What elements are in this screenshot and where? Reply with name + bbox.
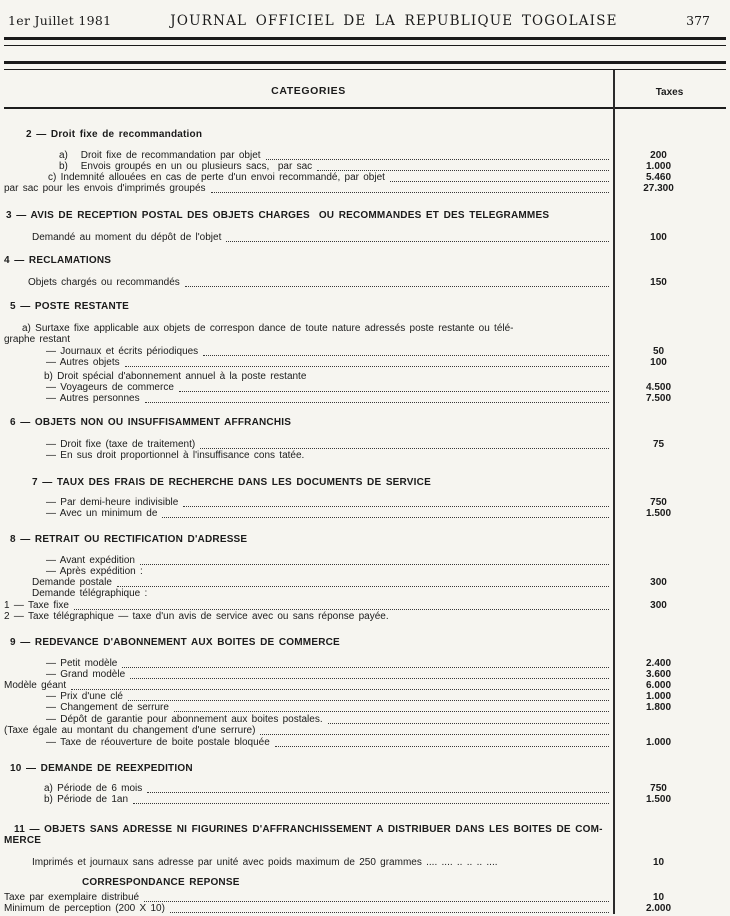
row-label: — Changement de serrure: [46, 702, 169, 713]
dotted-leader: [122, 667, 609, 668]
dotted-leader: [144, 901, 609, 902]
table-row: [4, 835, 726, 846]
row-label: — Par demi-heure indivisible: [46, 497, 179, 508]
table-top-rule: [4, 61, 726, 70]
tax-value: 1.000: [645, 691, 672, 702]
dotted-leader: [200, 448, 609, 449]
tax-value: 10: [652, 857, 665, 868]
dotted-leader: [260, 734, 609, 735]
row-label: a) Période de 6 mois: [44, 783, 143, 794]
row-label: graphe restant: [4, 334, 70, 345]
table-row: [4, 323, 726, 334]
row-label: 3 — AVIS DE RECEPTION POSTAL DES OBJETS CHARGES OU RECOMMANDES ET DES TELEGRAMMES: [6, 210, 550, 221]
dotted-leader: [71, 689, 609, 690]
tax-value: 1.000: [645, 737, 672, 748]
table-row: [4, 600, 726, 611]
row-label: — Petit modèle: [46, 658, 118, 669]
dotted-leader: [125, 366, 609, 367]
row-label: b) Période de 1an: [44, 794, 129, 805]
table-row: [4, 737, 726, 748]
row-label: — Avec un minimum de: [46, 508, 158, 519]
dotted-leader: [275, 746, 609, 747]
dotted-leader: [162, 517, 609, 518]
table-row: [4, 534, 726, 545]
row-label: b) Droit spécial d'abonnement annuel à la poste restante: [44, 371, 307, 382]
row-label: — Droit fixe (taxe de traitement): [46, 439, 196, 450]
dotted-leader: [226, 241, 609, 242]
table-row: [4, 346, 726, 357]
page-number: 377: [686, 13, 710, 28]
dotted-leader: [174, 711, 609, 712]
dotted-leader: [128, 700, 609, 701]
table-row: [4, 393, 726, 404]
row-label: 1 — Taxe fixe: [4, 600, 69, 611]
row-label: (Taxe égale au montant du changement d'une serrure): [4, 725, 256, 736]
row-label: 5 — POSTE RESTANTE: [10, 301, 130, 312]
table-row: [4, 637, 726, 648]
table-body: [4, 129, 726, 914]
row-label: — Grand modèle: [46, 669, 126, 680]
tax-value: 1.000: [645, 161, 672, 172]
journal-title: JOURNAL OFFICIEL DE LA REPUBLIQUE TOGOLAISE: [170, 13, 618, 29]
row-label: 8 — RETRAIT OU RECTIFICATION D'ADRESSE: [10, 534, 248, 545]
table-row: [4, 658, 726, 669]
tax-value: 1.500: [645, 508, 672, 519]
table-row: [4, 508, 726, 519]
row-label: Demandé au moment du dépôt de l'objet: [32, 232, 222, 243]
tax-value: 750: [650, 783, 667, 794]
table-row: [4, 877, 726, 888]
row-label: Taxe par exemplaire distribué: [4, 892, 140, 903]
row-label: — Taxe de réouverture de boite postale bloquée: [46, 737, 270, 748]
table-row: [4, 892, 726, 903]
dotted-leader: [185, 286, 609, 287]
tax-value: 75: [652, 439, 665, 450]
dotted-leader: [203, 355, 609, 356]
table-row: [4, 417, 726, 428]
table-row: [4, 857, 726, 868]
row-label: par sac pour les envois d'imprimés groupés: [4, 183, 206, 194]
dotted-leader: [211, 192, 609, 193]
row-label: 10 — DEMANDE DE REEXPEDITION: [10, 763, 193, 774]
table-row: [4, 183, 726, 194]
dotted-leader: [317, 170, 609, 171]
row-label: MERCE: [4, 835, 42, 846]
table-row: [4, 439, 726, 450]
row-label: a) Surtaxe fixe applicable aux objets de correspon dance de toute nature adressés poste restante ou télé-: [22, 323, 514, 334]
row-label: 11 — OBJETS SANS ADRESSE NI FIGURINES D'AFFRANCHISSEMENT A DISTRIBUER DANS LES BOITES DE COM-: [14, 824, 603, 835]
table-row: [4, 172, 726, 183]
table-row: [4, 277, 726, 288]
column-divider: [613, 70, 615, 914]
dotted-leader: [147, 792, 609, 793]
row-label: — Prix d'une clé: [46, 691, 123, 702]
row-label: 9 — REDEVANCE D'ABONNEMENT AUX BOITES DE COMMERCE: [10, 637, 340, 648]
dotted-leader: [266, 159, 609, 160]
dotted-leader: [170, 912, 609, 913]
table-row: [4, 477, 726, 488]
row-label: — Voyageurs de commerce: [46, 382, 174, 393]
row-label: — Autres personnes: [46, 393, 140, 404]
table-row: [4, 577, 726, 588]
tax-value: 3.600: [645, 669, 672, 680]
table-row: [4, 150, 726, 161]
dotted-leader: [390, 181, 609, 182]
table-row: [4, 824, 726, 835]
dotted-leader: [133, 803, 609, 804]
tax-value: 300: [650, 600, 667, 611]
tax-value: 2.400: [645, 658, 672, 669]
table-row: [4, 783, 726, 794]
row-label: CORRESPONDANCE REPONSE: [82, 877, 240, 888]
tax-value: 7.500: [645, 393, 672, 404]
tax-value: 27.300: [643, 183, 674, 194]
table-row: [4, 702, 726, 713]
table-row: [4, 161, 726, 172]
table-row: [4, 611, 726, 622]
table-row: [4, 903, 726, 914]
table-row: [4, 794, 726, 805]
tax-value: 300: [650, 577, 667, 588]
dotted-leader: [183, 506, 609, 507]
row-label: Demande télégraphique :: [32, 588, 148, 599]
table-header: [4, 70, 726, 109]
page-header: [0, 0, 730, 29]
row-label: 2 — Droit fixe de recommandation: [26, 129, 203, 140]
tax-value: 1.800: [645, 702, 672, 713]
row-label: c) Indemnité allouées en cas de perte d'un envoi recommandé, par objet: [48, 172, 385, 183]
dotted-leader: [74, 609, 609, 610]
table-row: [4, 371, 726, 382]
tax-value: 750: [650, 497, 667, 508]
table-row: [4, 497, 726, 508]
taxes-column-header: Taxes: [655, 87, 684, 98]
dotted-leader: [117, 586, 609, 587]
table-row: [4, 691, 726, 702]
row-label: Modèle géant: [4, 680, 67, 691]
table-row: [4, 725, 726, 736]
table-row: [4, 588, 726, 599]
table-row: [4, 450, 726, 461]
table-row: [4, 129, 726, 140]
tax-value: 50: [652, 346, 665, 357]
table-row: [4, 714, 726, 725]
tax-value: 4.500: [645, 382, 672, 393]
tax-value: 200: [650, 150, 667, 161]
row-label: 4 — RECLAMATIONS: [4, 255, 112, 266]
row-label: a) Droit fixe de recommandation par objet: [59, 150, 261, 161]
dotted-leader: [179, 391, 609, 392]
row-label: — En sus droit proportionnel à l'insuffisance cons tatée.: [46, 450, 305, 461]
categories-column-header: CATEGORIES: [271, 85, 346, 97]
tax-value: 150: [650, 277, 667, 288]
table-row: [4, 763, 726, 774]
dotted-leader: [328, 723, 609, 724]
header-rule: [4, 37, 726, 46]
row-label: Objets chargés ou recommandés: [28, 277, 180, 288]
table-row: [4, 669, 726, 680]
dotted-leader: [145, 402, 609, 403]
table-row: [4, 334, 726, 345]
dotted-leader: [130, 678, 609, 679]
row-label: Demande postale: [32, 577, 112, 588]
tax-value: 100: [650, 232, 667, 243]
tax-value: 5.460: [645, 172, 672, 183]
table-row: [4, 210, 726, 221]
table-row: [4, 232, 726, 243]
table-row: [4, 680, 726, 691]
row-label: — Dépôt de garantie pour abonnement aux boites postales.: [46, 714, 323, 725]
row-label: — Journaux et écrits périodiques: [46, 346, 199, 357]
tax-value: 10: [652, 892, 665, 903]
dotted-leader: [140, 564, 609, 565]
row-label: Minimum de perception (200 X 10): [4, 903, 165, 914]
table-row: [4, 555, 726, 566]
row-label: 2 — Taxe télégraphique — taxe d'un avis de service avec ou sans réponse payée.: [4, 611, 389, 622]
table-row: [4, 382, 726, 393]
tax-value: 2.000: [645, 903, 672, 914]
row-label: — Après expédition :: [46, 566, 143, 577]
tariff-table: [4, 70, 726, 914]
tax-value: 1.500: [645, 794, 672, 805]
tax-value: 6.000: [645, 680, 672, 691]
table-row: [4, 255, 726, 266]
row-label: 7 — TAUX DES FRAIS DE RECHERCHE DANS LES DOCUMENTS DE SERVICE: [32, 477, 431, 488]
table-row: [4, 301, 726, 312]
issue-date: 1er Juillet 1981: [8, 13, 112, 28]
row-label: 6 — OBJETS NON OU INSUFFISAMMENT AFFRANCHIS: [10, 417, 292, 428]
table-row: [4, 566, 726, 577]
row-label: — Avant expédition: [46, 555, 135, 566]
tax-value: 100: [650, 357, 667, 368]
row-label: b) Envois groupés en un ou plusieurs sacs, par sac: [59, 161, 313, 172]
row-label: Imprimés et journaux sans adresse par unité avec poids maximum de 250 grammes .... .... .. .. .. ....: [32, 857, 498, 868]
row-label: — Autres objets: [46, 357, 120, 368]
table-row: [4, 357, 726, 368]
